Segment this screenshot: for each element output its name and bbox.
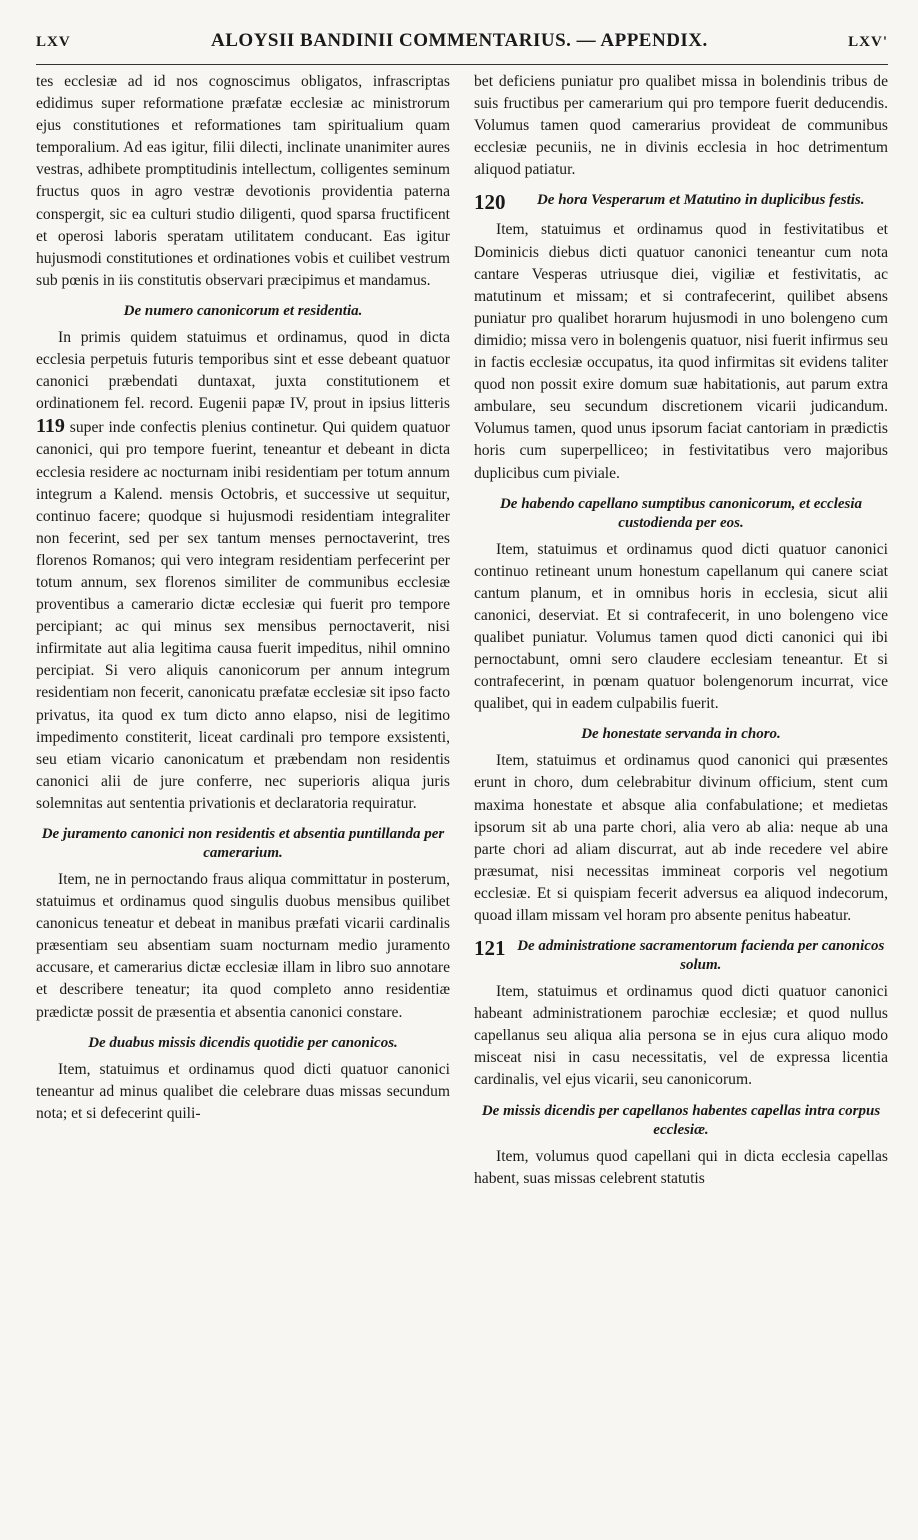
- section-heading: De hora Vesperarum et Matutino in duplicibus festis.: [536, 192, 865, 209]
- section-number: 119: [36, 415, 65, 438]
- section-heading: De duabus missis dicendis quotidie per canonicos.: [88, 1034, 398, 1051]
- section-heading: De numero canonicorum et residentia.: [123, 302, 363, 319]
- section-heading: De missis dicendis per capellanos habentes capellas intra corpus ecclesiæ.: [481, 1102, 881, 1138]
- paragraph: Item, statuimus et ordinamus quod canonici qui præsentes erunt in choro, dum celebrabitur divinum officium, stent cum maxima honestate et absque alia confabulatione; et medietas ipsorum sit ab una parte chori, alia vero ab alia: neque ab una parte chori ad aliam discurrat, aut ab inde recedere vel abire præsumat, nisi necessitas immineat corporis vel negotium ecclesiæ. Et si quispiam fecerit adversus ea aliquod indecorum, quoad illam missam vel horam pro absente penitus habeatur.: [474, 752, 888, 924]
- paragraph: tes ecclesiæ ad id nos cognoscimus obligatos, infrascriptas edidimus super reformatione præfatæ ecclesiæ ac ministrorum ejus constitutiones et reformationes tam spiritualium quam temporalium. Ad eas igitur, filii dilecti, inclinate unanimiter aures vestras, adhibete promptitudinis intellectum, colligentes seminum fructus quos in agro vestræ devotionis providentia paterna conspergit, sic ea culturi studio diligenti, quod sparsa fructificent et operosi laboris speratam utilitatem conducant. Eas igitur hujusmodi constitutiones et ordinationes vobis et cuilibet vestrum sub pœnis in iis constitutis observari præcipimus et mandamus.: [36, 73, 450, 289]
- running-title: ALOYSII BANDINII COMMENTARIUS. — APPENDIX.: [211, 30, 708, 51]
- paragraph: Item, ne in pernoctando fraus aliqua committatur in posterum, statuimus et ordinamus quod singulis duobus mensibus quilibet canonicus teneatur et debeat in manibus præfati vicarii cardinalis præsentiam seu absentiam suam nocturnam medio juramento accusare, et camerarius dictæ ecclesiæ illam in libro suo annotare et describere teneatur; ita quod completo anno residentiæ prædictæ possit de præsentia et absentia canonici constare.: [36, 871, 450, 1021]
- paragraph-text: super inde confectis plenius continetur. Qui quidem quatuor canonici, qui pro tempore fuerint, teneantur et debeant in dicta ecclesia residere ac nocturnam inibi residentiam per totum annum integrum a Kalend. mensis Octobris, et successive ut sequitur, continuo facere; quodque si hujusmodi residentiam integraliter non fecerint, sed per sex tantum menses pernoctaverint, tres florenos Romanos; qui vero integram residentiam perfecerint per totum annum, sex florenos similiter de communibus ecclesiæ proventibus a camerario dictæ ecclesiæ qui fuerit pro tempore percipiant; ac qui minus sex mensibus pernoctaverit, nisi infirmitate aut alia legitima causa fuerit impeditus, nihil omnino percipiat. Si vero aliquis canonicorum per annum integrum residentiam non fecerit, canonicatu præfatæ ecclesiæ sit ipso facto privatus, ita quod ex tum dicto anno elapso, nisi de legitimo impedimento constiterit, liceat cardinali pro tempore exsistenti, seu etiam vicario canonicatum et præbendam non residentis canonici alii de jure conferre, nec superioris aliqua juris solemnitas aut sententia privationis et declaratoria requiratur.: [36, 419, 450, 812]
- paragraph: Item, statuimus et ordinamus quod dicti quatuor canonici habeant administrationem parochiæ ecclesiæ; et quod nullus capellanus seu aliqua alia persona se in ejus cura aliquo modo misceat nisi in casu necessitatis, vel de expressa licentia cardinalis, vel ejus vicarii, seu canonicorum.: [474, 983, 888, 1089]
- left-column: [36, 71, 450, 1190]
- paragraph: Item, statuimus et ordinamus quod in festivitatibus et Dominicis diebus dicti quatuor canonici teneantur cum nota cantare Vesperas utriusque diei, vigiliæ et festivitatis, ac matutinum et missam; et si contrafecerint, quilibet absens puniatur pro qualibet horarum hujusmodi in uno bolengeno cum dimidio; missa vero in bolengenis quatuor, nisi fuerit infirmus seu in factis ecclesiæ occupatus, ita quod infirmitas sit evidens taliter quod non possit exire domum suæ habitationis, aut parum extra ambulare, seu secundum discretionem vicarii judicandum. Volumus tamen, quod unus ipsorum faciat cantoriam in prædictis horis cum superpelliceo; in festivitatibus vero majoribus duplicibus cum piviale.: [474, 221, 888, 482]
- paragraph: [36, 327, 450, 815]
- paragraph: Item, volumus quod capellani qui in dicta ecclesia capellas habent, suas missas celebrent statutis: [474, 1147, 888, 1187]
- numbered-heading: [474, 191, 888, 213]
- paragraph: Item, statuimus et ordinamus quod dicti quatuor canonici teneantur ad minus qualibet die celebrare duas missas secundum nota; et si defecerint quili-: [36, 1060, 450, 1122]
- paragraph: bet deficiens puniatur pro qualibet missa in bolendinis tribus de suis fructibus per camerarium qui pro tempore fuerit deducendis. Volumus tamen quod camerarius provideat de communibus ecclesiæ pecuniis, ne in divinis ecclesia in hoc detrimentum aliquod patiatur.: [474, 73, 888, 179]
- section-heading: De juramento canonici non residentis et absentia puntillanda per camerarium.: [41, 826, 445, 861]
- section-number: 120: [474, 190, 506, 215]
- paragraph-text: In primis quidem statuimus et ordinamus, quod in dicta ecclesia perpetuis futuris temporibus sint et esse debeant quatuor canonici præbendati duntaxat, juxta constitutionem et ordinationem fel. record. Eugenii papæ IV, prout in ipsius litteris: [36, 328, 450, 413]
- section-heading: De honestate servanda in choro.: [581, 726, 781, 743]
- page-number-right: LXV': [848, 34, 888, 50]
- right-column: [474, 71, 888, 1190]
- section-heading: De habendo capellano sumptibus canonicorum, et ecclesia custodienda per eos.: [499, 495, 863, 531]
- running-header: [36, 30, 888, 65]
- paragraph: Item, statuimus et ordinamus quod dicti quatuor canonici continuo retineant unum honestum capellanum qui canere sciat cantum planum, et in omnibus horis in ecclesia, sicut alii canonici, deserviat. Et si contrafecerit, in uno bolengeno vice qualibet puniatur. Volumus tamen quod dicti canonici qui ibi pernoctabunt, omni sero claudere ecclesiam teneantur. Et si contrafecerint, in pœnam quatuor bolengenorum incurrat, vice qualibet, qui in eadem culpabilis fuerit.: [474, 540, 888, 713]
- section-heading: De administratione sacramentorum facienda per canonicos solum.: [517, 938, 885, 974]
- numbered-heading: [474, 937, 888, 975]
- page-number-left: LXV: [36, 34, 71, 50]
- section-number: 121: [474, 936, 506, 961]
- text-columns: [36, 71, 888, 1190]
